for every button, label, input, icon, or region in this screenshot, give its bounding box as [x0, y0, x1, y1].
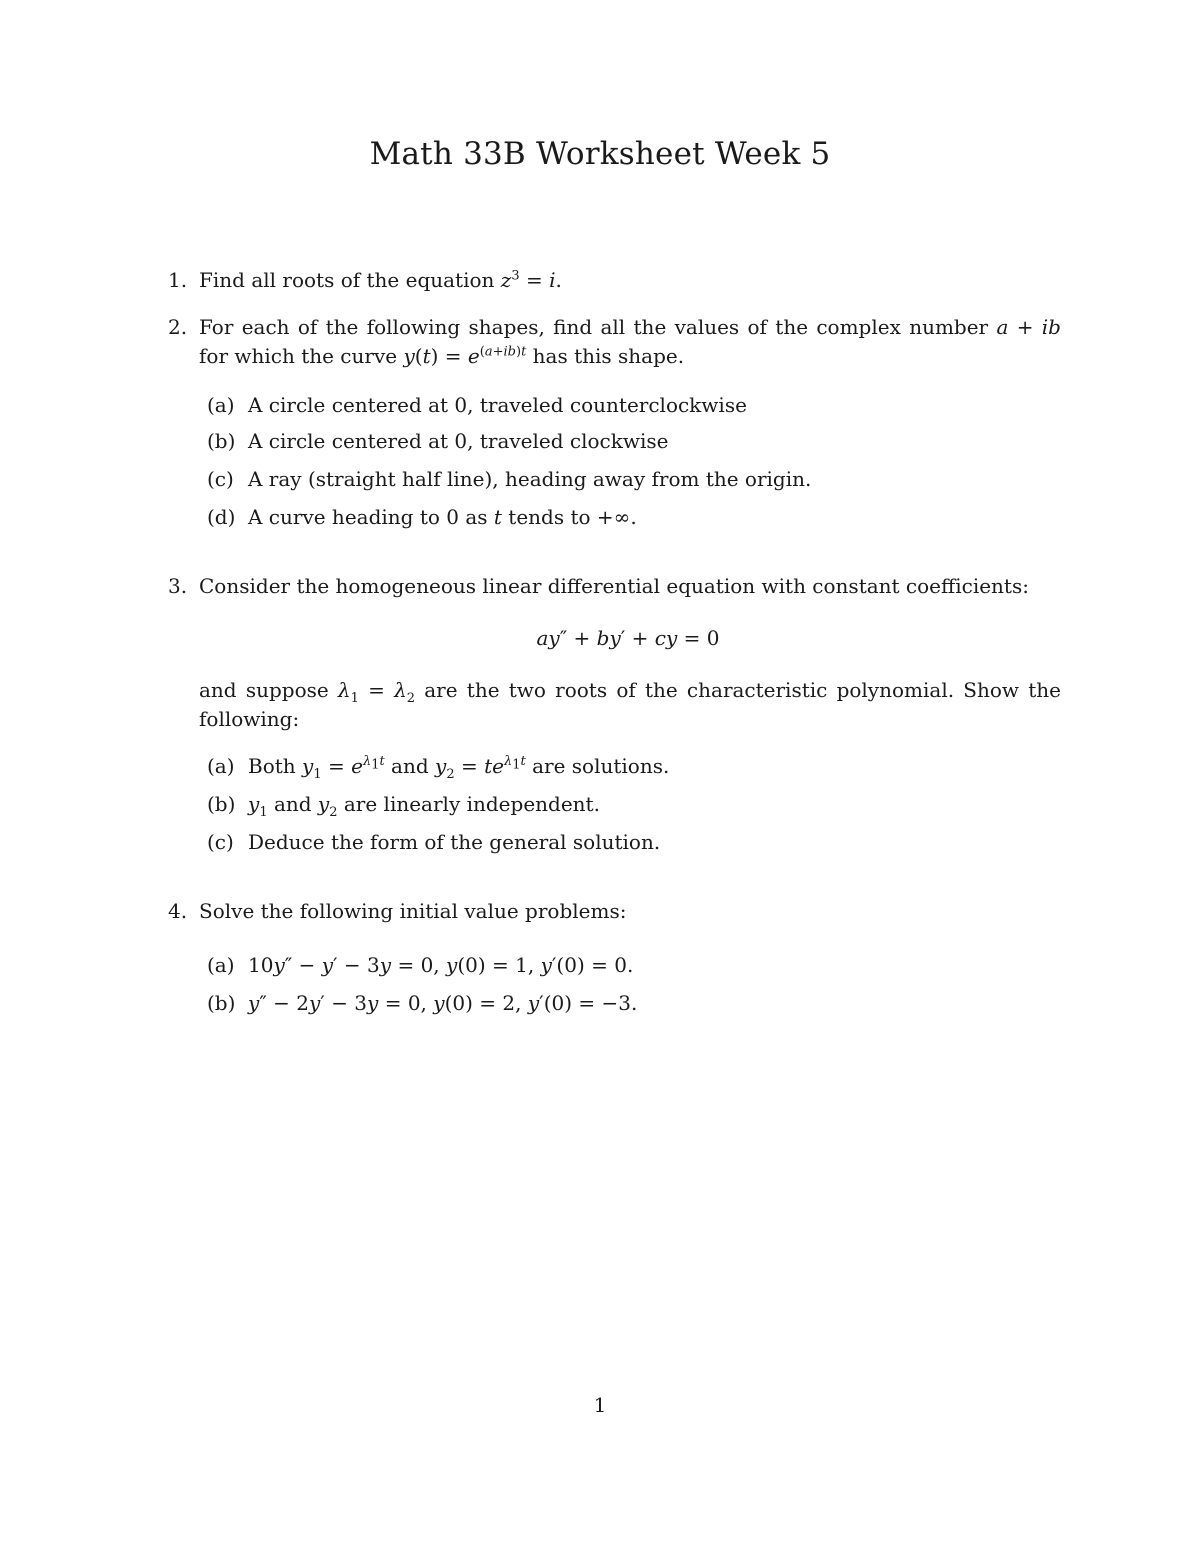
part-label: (b) [207, 792, 236, 816]
part-label: (a) [207, 754, 235, 778]
part-label: (b) [207, 429, 236, 453]
part-text: A circle centered at 0, traveled counterclockwise [248, 393, 747, 417]
part-label: (d) [207, 505, 236, 529]
problem-3 [168, 572, 1061, 601]
problem-2-part-a [207, 391, 747, 420]
part-label: (a) [207, 393, 235, 417]
part-text: 10y″ − y′ − 3y = 0, y(0) = 1, y′(0) = 0. [248, 953, 634, 977]
part-text: A circle centered at 0, traveled clockwise [248, 429, 669, 453]
problem-number: 4. [168, 899, 188, 923]
part-text: $y_1$ and $y_2$ are linearly independent. [248, 792, 600, 820]
part-text: A curve heading to 0 as t tends to +∞. [248, 505, 637, 529]
problem-3-part-c [207, 828, 660, 857]
problem-2-part-b [207, 427, 668, 456]
part-text: y″ − 2y′ − 3y = 0, y(0) = 2, y′(0) = −3. [248, 991, 638, 1015]
problem-number: 2. [168, 315, 188, 339]
problem-1 [168, 266, 1061, 295]
part-label: (c) [207, 830, 234, 854]
problem-text: and suppose $\lambda_1 = \lambda_2$ are the two roots of the characteristic polynomial. Show the following: [199, 678, 1061, 731]
problem-2-part-c [207, 465, 811, 494]
part-text: A ray (straight half line), heading away from the origin. [248, 467, 812, 491]
problem-3-part-a [207, 752, 669, 781]
problem-number: 3. [168, 574, 188, 598]
problem-4 [168, 897, 1061, 926]
part-text: Deduce the form of the general solution. [248, 830, 661, 854]
problem-text: Find all roots of the equation $z^3 = i$. [199, 268, 562, 292]
problem-3-part-b [207, 790, 600, 819]
part-text: Both $y_1 = e^{\lambda_1t}$ and $y_2 = te^{\lambda_1t}$ are solutions. [248, 754, 670, 782]
problem-number: 1. [168, 268, 188, 292]
problem-3-continuation [168, 676, 1061, 734]
problem-text: Consider the homogeneous linear differential equation with constant coefficients: [199, 574, 1029, 598]
problem-2 [168, 313, 1061, 371]
problem-4-part-b [207, 989, 637, 1018]
problem-text: For each of the following shapes, find all the values of the complex number a + ib for which the curve $y(t) = e^{(a+ib)t}$ has this shape. [199, 315, 1061, 368]
part-label: (c) [207, 467, 234, 491]
display-equation: ay″ + by′ + cy = 0 [536, 626, 720, 650]
part-label: (a) [207, 953, 235, 977]
part-label: (b) [207, 991, 236, 1015]
page-title: Math 33B Worksheet Week 5 [369, 136, 831, 172]
problem-4-part-a [207, 951, 633, 980]
page-number: 1 [593, 1393, 607, 1417]
problem-text: Solve the following initial value problems: [199, 899, 627, 923]
problem-2-part-d [207, 503, 637, 532]
